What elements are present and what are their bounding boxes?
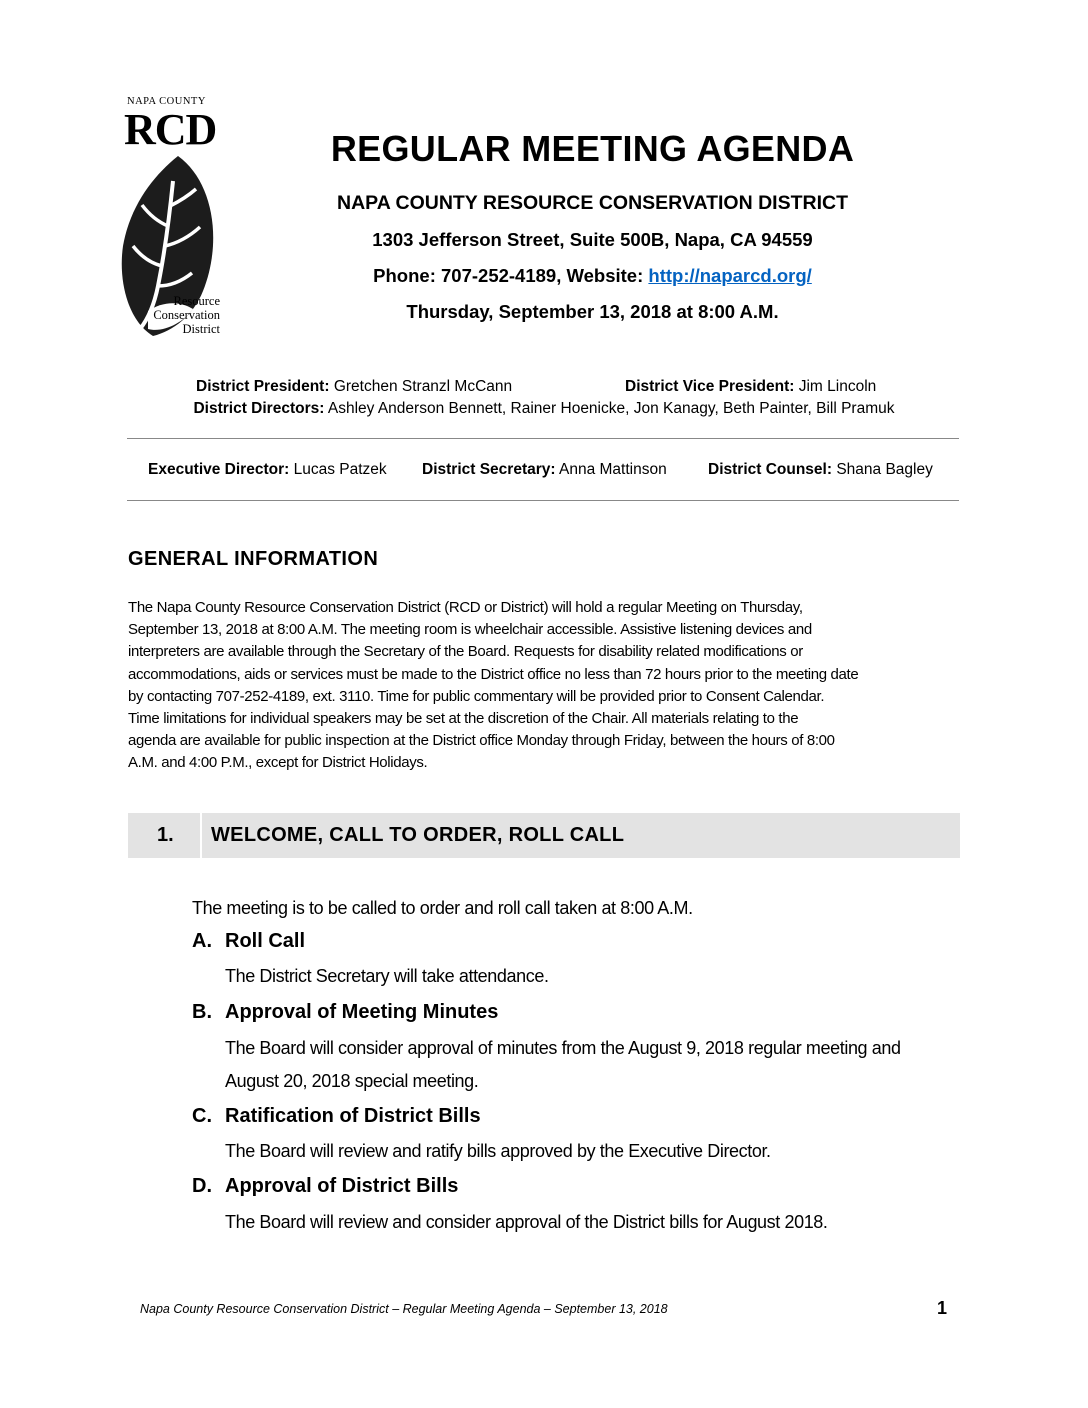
executive-director: Executive Director: Lucas Patzek <box>148 461 387 478</box>
meeting-date: Thursday, September 13, 2018 at 8:00 A.M. <box>406 301 779 322</box>
item-letter: C. <box>192 1105 212 1127</box>
divider <box>127 438 959 439</box>
section-title: WELCOME, CALL TO ORDER, ROLL CALL <box>211 824 625 846</box>
item-letter: A. <box>192 930 212 952</box>
phone-website-line: Phone: 707-252-4189, Website: http://naparcd.org/ <box>373 265 812 286</box>
section-intro: The meeting is to be called to order and roll call taken at 8:00 A.M. <box>192 898 693 918</box>
item-description: The Board will review and ratify bills approved by the Executive Director. <box>225 1141 771 1161</box>
general-information-text: The Napa County Resource Conservation District (RCD or District) will hold a regular Meeting on Thursday, September 13, 2018 at 8:00 A.M. The meeting room is wheelchair accessible. Assistive listening devices and interpreters are available through the Secretary of the Board. Requests for disability related modifications or accommodations, aids or services must be made to the District office no less than 72 hours prior to the meeting date by contacting 707-252-4189, ext. 3110. Time for public commentary will be provided prior to Consent Calendar. Time limitations for individual speakers may be set at the discretion of the Chair. All materials relating to the agenda are available for public inspection at the District office Monday through Friday, between the hours of 8:00 A.M. and 4:00 P.M., except for District Holidays. <box>128 599 859 772</box>
website-link[interactable]: http://naparcd.org/ <box>648 265 812 286</box>
district-secretary: District Secretary: Anna Mattinson <box>422 461 667 478</box>
district-counsel: District Counsel: Shana Bagley <box>708 461 933 478</box>
organization-name: NAPA COUNTY RESOURCE CONSERVATION DISTRICT <box>336 192 848 214</box>
page-footer: Napa County Resource Conservation District – Regular Meeting Agenda – September 13, 2018 <box>140 1302 668 1316</box>
district-vice-president: District Vice President: Jim Lincoln <box>625 378 877 395</box>
item-description: The Board will consider approval of minutes from the August 9, 2018 regular meeting and <box>225 1038 901 1058</box>
item-title-approval-bills: Approval of District Bills <box>225 1175 459 1197</box>
item-letter: B. <box>192 1001 212 1023</box>
item-letter: D. <box>192 1175 212 1197</box>
section-number: 1. <box>157 824 174 846</box>
page-title: REGULAR MEETING AGENDA <box>330 128 855 169</box>
general-information-heading: GENERAL INFORMATION <box>128 548 379 570</box>
logo-county-text: NAPA COUNTY <box>127 96 206 107</box>
item-description: The Board will review and consider approval of the District bills for August 2018. <box>225 1212 828 1232</box>
divider <box>127 500 959 501</box>
district-president: District President: Gretchen Stranzl McCann <box>196 378 513 395</box>
logo-rcd-text: RCD <box>124 105 217 154</box>
page-number: 1 <box>937 1298 948 1318</box>
address: 1303 Jefferson Street, Suite 500B, Napa, CA 94559 <box>372 229 813 250</box>
section-bar-divider <box>200 813 202 858</box>
rcd-logo <box>110 96 220 346</box>
item-description: August 20, 2018 special meeting. <box>225 1071 479 1091</box>
item-title-meeting-minutes: Approval of Meeting Minutes <box>225 1001 499 1023</box>
item-title-ratification: Ratification of District Bills <box>225 1105 481 1127</box>
district-directors: District Directors: Ashley Anderson Bennett, Rainer Hoenicke, Jon Kanagy, Beth Painter, Bill Pramuk <box>193 400 895 417</box>
item-title-roll-call: Roll Call <box>225 930 306 952</box>
item-description: The District Secretary will take attendance. <box>225 966 549 986</box>
logo-subtitle: Resource Conservation District <box>153 294 220 336</box>
